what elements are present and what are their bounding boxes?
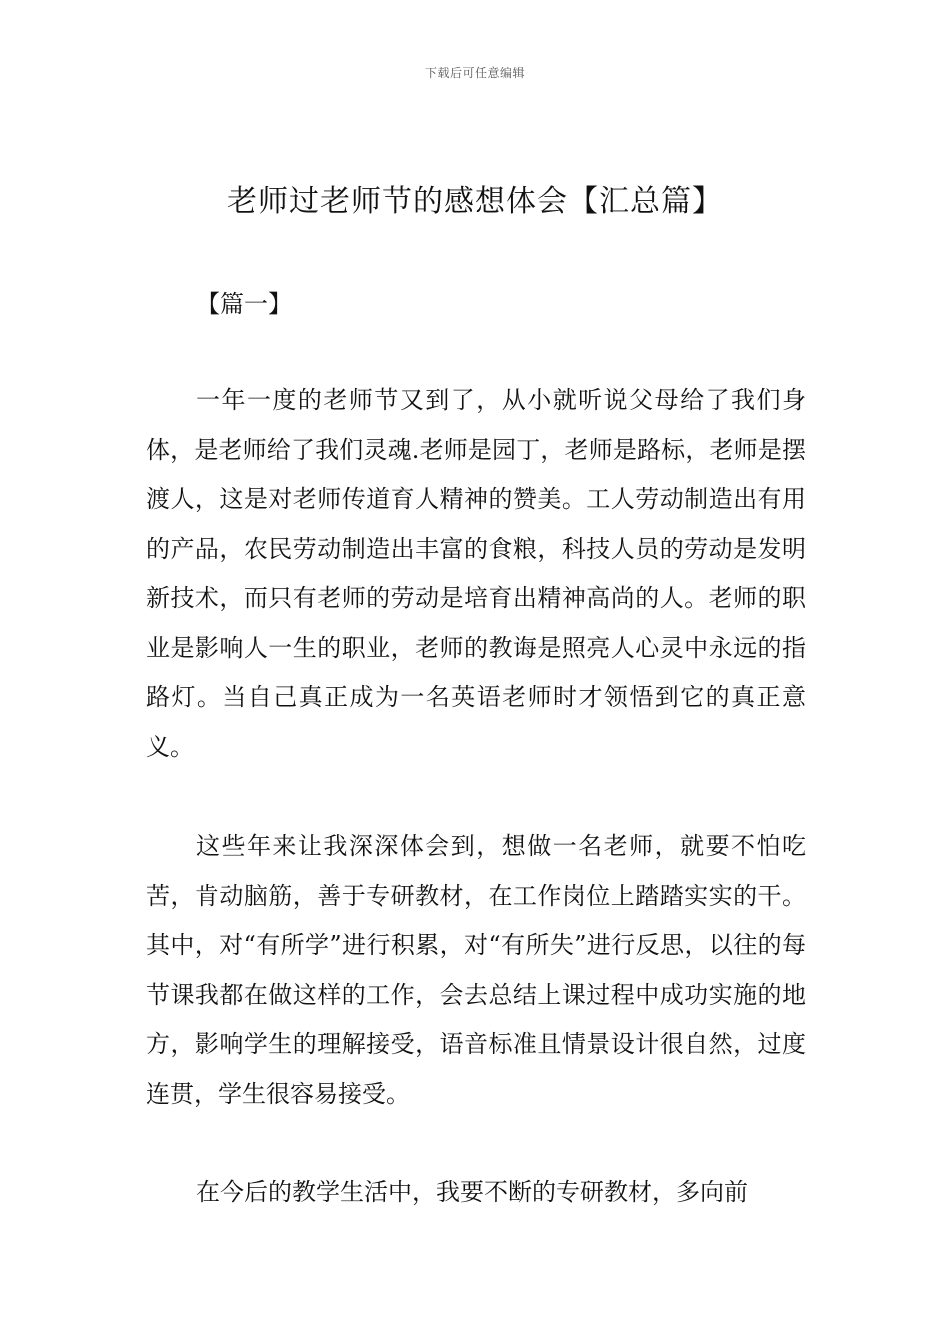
section-label: 【篇一】 <box>196 290 292 318</box>
document-title: 老师过老师节的感想体会【汇总篇】 <box>227 184 723 219</box>
header-note: 下载后可任意编辑 <box>424 66 525 80</box>
paragraph-2: 这些年来让我深深体会到，想做一名老师，就要不怕吃苦，肯动脑筋，善于专研教材，在工作岗位上踏踏实实的干。其中，对“有所学”进行积累，对“有所失”进行反思，以往的每节课我都在做这样的工作，会去总结上课过程中成功实施的地方，影响学生的理解接受，语音标准且情景设计很自然，过度连贯，学生很容易接受。 <box>146 832 806 1108</box>
paragraph-3: 在今后的教学生活中，我要不断的专研教材，多向前 <box>196 1178 748 1206</box>
paragraph-1: 一年一度的老师节又到了，从小就听说父母给了我们身体，是老师给了我们灵魂.老师是园丁，老师是路标，老师是摆渡人，这是对老师传道育人精神的赞美。工人劳动制造出有用的产品，农民劳动制造出丰富的食粮，科技人员的劳动是发明新技术，而只有老师的劳动是培育出精神高尚的人。老师的职业是影响人一生的职业，老师的教诲是照亮人心灵中永远的指路灯。当自己真正成为一名英语老师时才领悟到它的真正意义。 <box>146 386 806 761</box>
